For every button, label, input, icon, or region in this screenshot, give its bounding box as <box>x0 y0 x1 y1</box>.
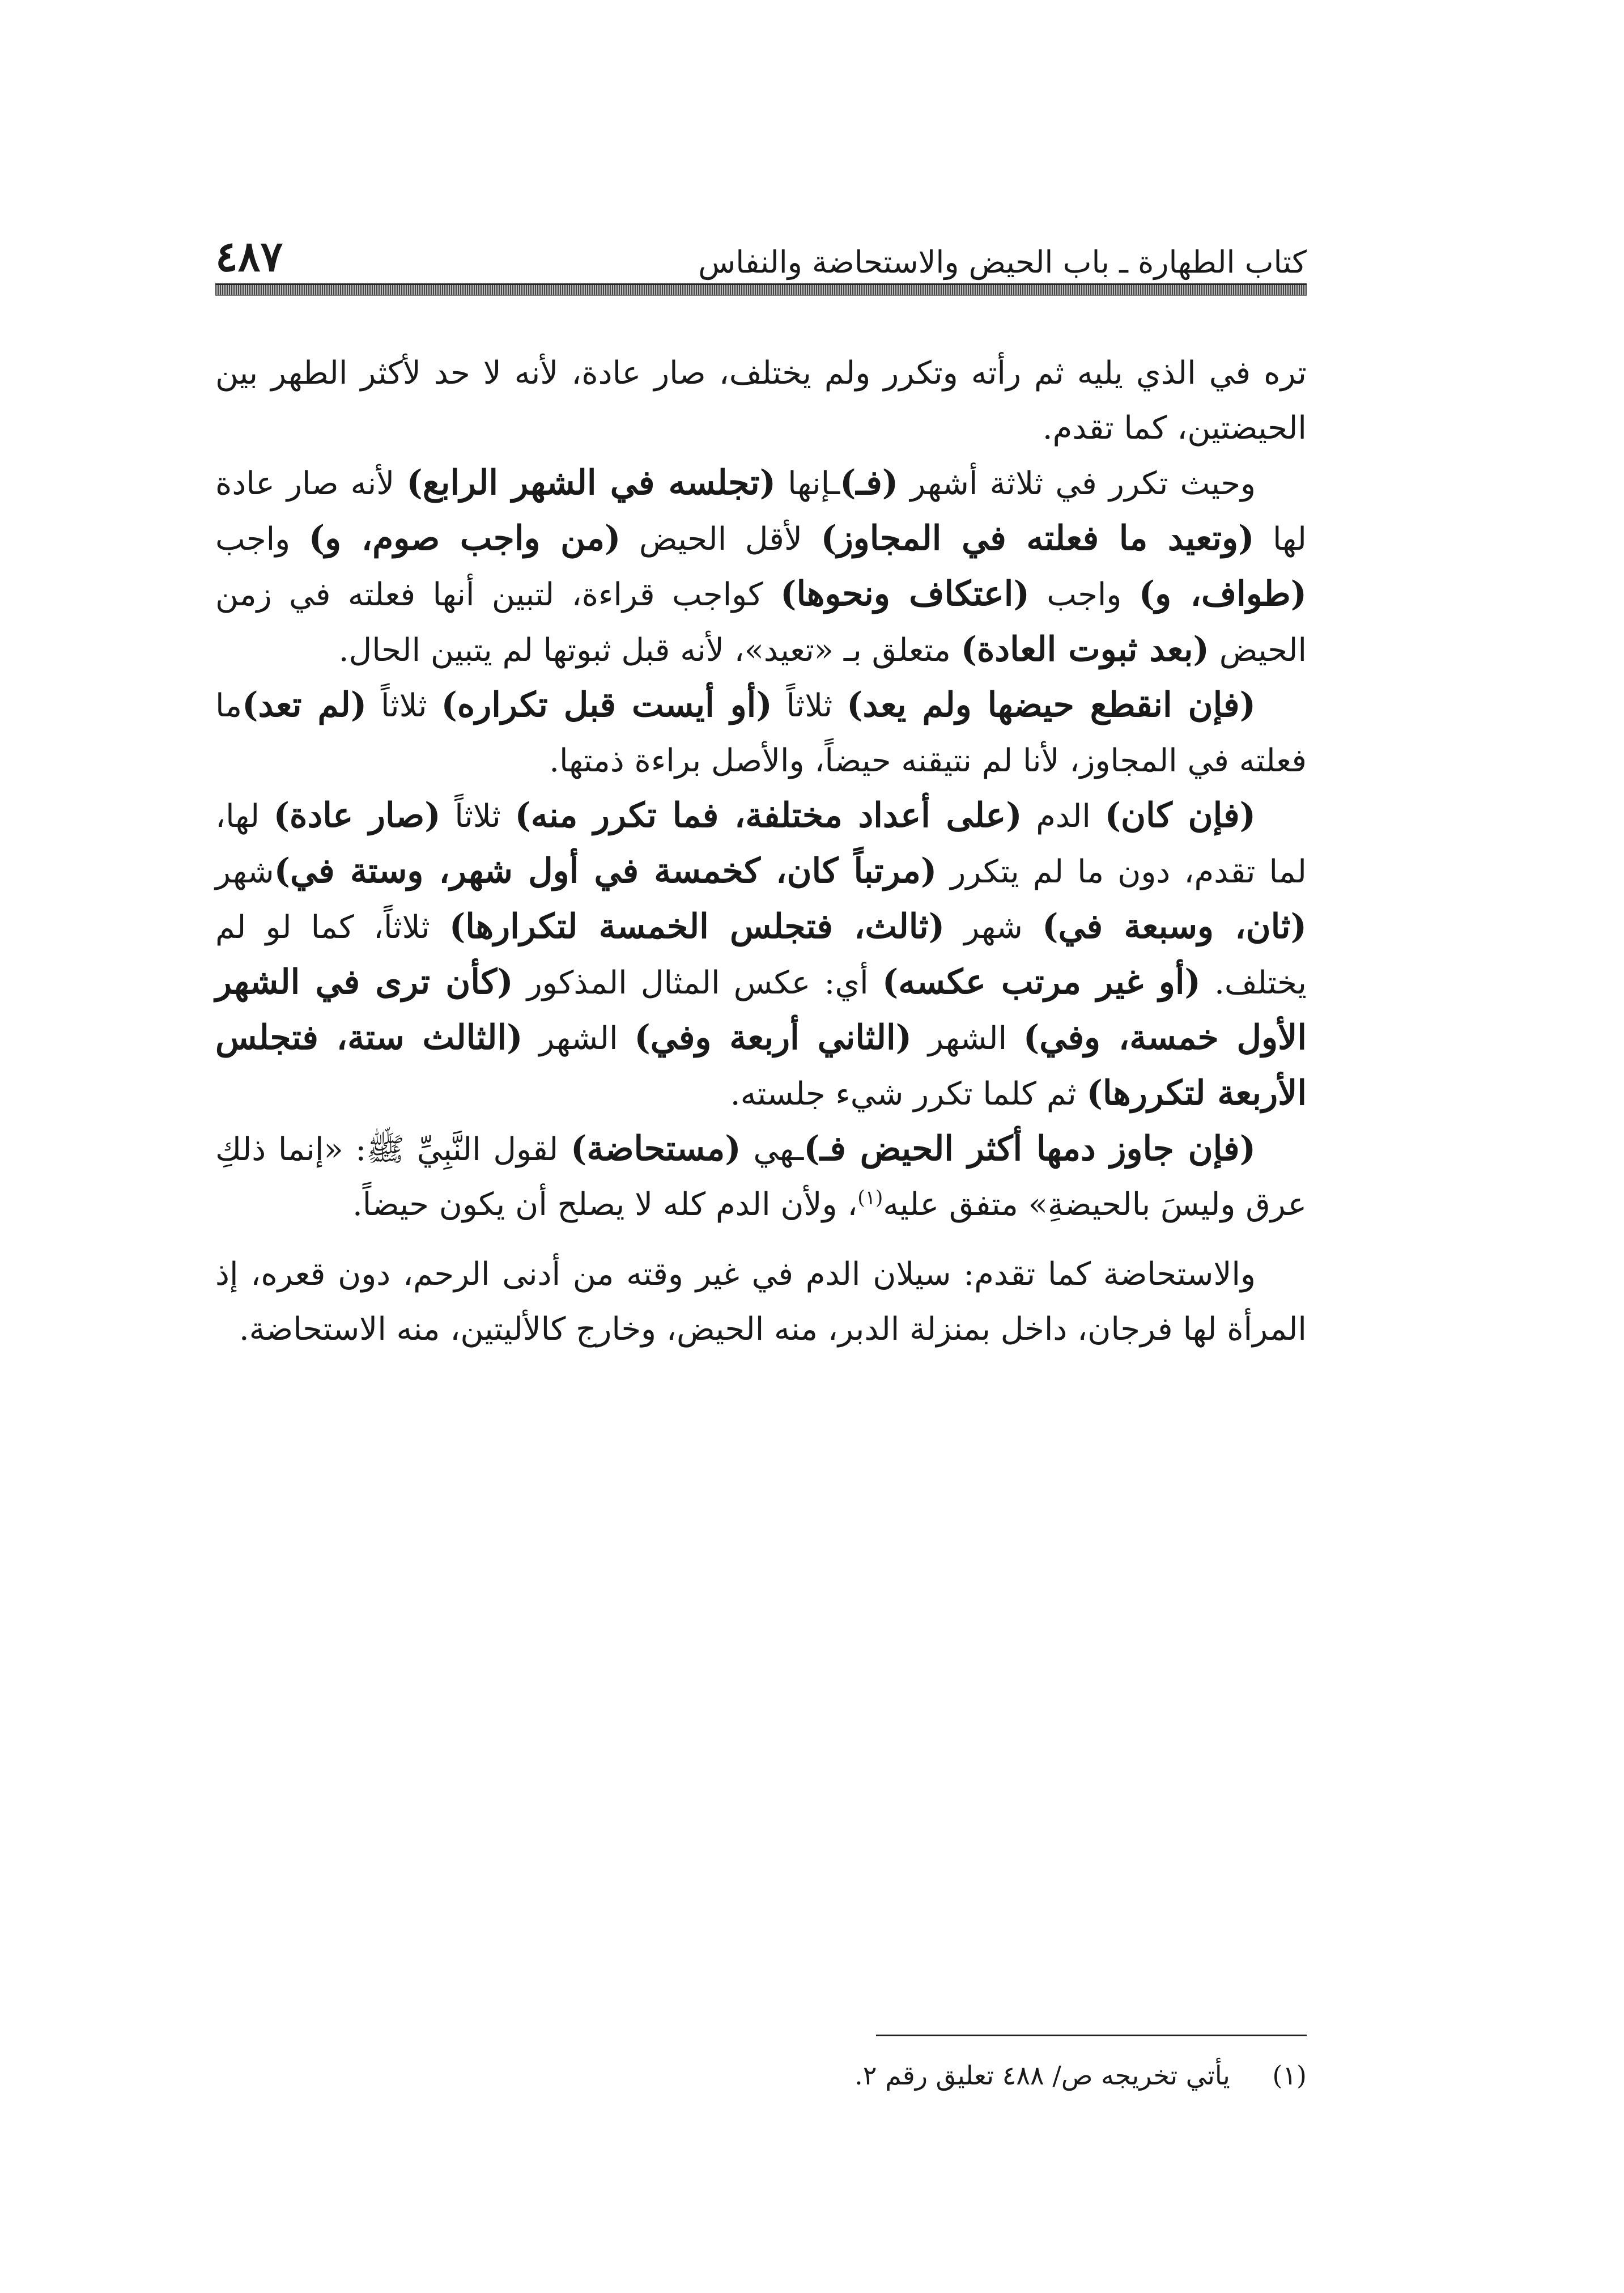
matn-text: (ثان، وسبعة في) <box>1042 907 1307 946</box>
commentary-text: لأقل الحيض <box>620 521 821 558</box>
running-title: كتاب الطهارة ـ باب الحيض والاستحاضة والنفاس <box>698 244 1307 280</box>
commentary-text: الشهر <box>912 1020 1023 1057</box>
matn-text: (طواف، و) <box>1138 574 1307 614</box>
commentary-text: والاستحاضة كما تقدم: سيلان الدم في غير وقته من أدنى الرحم، دون قعره، إذ المرأة لها فرجان، داخل بمنزلة الدبر، منه الحيض، وخارج كالأليتين، منه الاستحاضة. <box>215 1256 1307 1348</box>
commentary-text: شهر <box>215 853 274 890</box>
commentary-text: لقول النَّبِيِّ ﷺ: «إنما ذلكِ عرق وليسَ بالحيضةِ» متفق عليه <box>215 1131 1307 1223</box>
footnote <box>215 2057 1307 2094</box>
commentary-text: شهر <box>945 909 1043 946</box>
paragraph <box>215 1122 1307 1232</box>
matn-text: (وتعيد ما فعلته في المجاوز) <box>820 519 1255 558</box>
paragraph <box>215 456 1307 678</box>
footnote-text: يأتي تخريجه ص/ ٤٨٨ تعليق رقم ٢. <box>854 2060 1230 2091</box>
commentary-text: ثلاثاً، كما لو لم يختلف. <box>215 909 1307 1001</box>
matn-text: (صار عادة) <box>273 796 441 835</box>
matn-text: (فإن جاوز دمها أكثر الحيض فـ) <box>804 1129 1256 1169</box>
matn-text: (على أعداد مختلفة، فما تكرر منه) <box>515 796 1022 835</box>
footnote-rule <box>876 2035 1307 2036</box>
commentary-text: تره في الذي يليه ثم رأته وتكرر ولم يختلف، صار عادة، لأنه لا حد لأكثر الطهر بين الحيضتين، كما تقدم. <box>215 355 1307 447</box>
commentary-text: متعلق بـ «تعيد»، لأنه قبل ثبوتها لم يتبين الحال. <box>338 632 961 669</box>
matn-text: (ثالث، فتجلس الخمسة لتكرارها) <box>449 907 945 946</box>
page-header <box>215 227 1307 281</box>
commentary-text: ، ولأن الدم كله لا يصلح أن يكون حيضاً. <box>352 1186 858 1223</box>
matn-text: (كأن ترى في الشهر الأول خمسة، وفي) <box>215 962 1307 1058</box>
commentary-text: واجب <box>1029 576 1139 613</box>
commentary-text: أي: عكس المثال المذكور <box>513 965 882 1001</box>
paragraph <box>215 678 1307 788</box>
commentary-text: وحيث تكرر في ثلاثة أشهر <box>898 465 1256 502</box>
paragraph <box>215 788 1307 1122</box>
matn-text: (مستحاضة) <box>571 1129 741 1169</box>
commentary-text: ثم كلما تكرر شيء جلسته. <box>730 1076 1087 1112</box>
commentary-text: ثلاثاً <box>772 687 847 724</box>
matn-text: (فإن كان) <box>1104 796 1256 835</box>
paragraph <box>215 1247 1307 1357</box>
matn-text: (من واجب صوم، و) <box>308 519 621 558</box>
matn-text: (فإن انقطع حيضها ولم يعد) <box>847 685 1256 725</box>
commentary-text: الشهر <box>522 1020 635 1057</box>
commentary-text: لأنه صار عادة لها <box>215 465 1307 558</box>
commentary-text: الدم <box>1022 798 1105 835</box>
matn-text: (مرتباً كان، كخمسة في أول شهر، وستة في) <box>274 851 937 891</box>
commentary-text: كواجب قراءة، لتبين أنها فعلته في زمن الحيض <box>215 576 1307 669</box>
footnote-ref: (١) <box>857 1186 883 1209</box>
commentary-text: لها، لما تقدم، دون ما لم يتكرر <box>215 798 1307 890</box>
body-text <box>215 346 1307 1357</box>
header-rule <box>215 283 1307 296</box>
commentary-text: ما فعلته في المجاوز، لأنا لم نتيقنه حيضاً، والأصل براءة ذمتها. <box>215 687 1307 779</box>
matn-text: (لم تعد) <box>242 685 367 725</box>
commentary-text: ـهي <box>741 1131 804 1168</box>
page-number: ٤٨٧ <box>215 232 283 281</box>
commentary-text: ثلاثاً <box>367 687 441 724</box>
footnote-number: (١) <box>1272 2060 1307 2091</box>
matn-text: (الثالث ستة، فتجلس الأربعة لتكررها) <box>215 1018 1307 1113</box>
matn-text: (تجلسه في الشهر الرابع) <box>406 463 776 503</box>
matn-text: (الثاني أربعة وفي) <box>634 1018 912 1058</box>
commentary-text: واجب <box>215 521 309 558</box>
matn-text: (أو غير مرتب عكسه) <box>882 962 1201 1002</box>
commentary-text: ـإنها <box>776 465 840 502</box>
paragraph <box>215 346 1307 456</box>
matn-text: (فـ) <box>840 463 899 503</box>
matn-text: (بعد ثبوت العادة) <box>960 630 1209 669</box>
matn-text: (اعتكاف ونحوها) <box>780 574 1030 614</box>
commentary-text: ثلاثاً <box>440 798 515 835</box>
matn-text: (أو أيست قبل تكراره) <box>441 685 772 725</box>
